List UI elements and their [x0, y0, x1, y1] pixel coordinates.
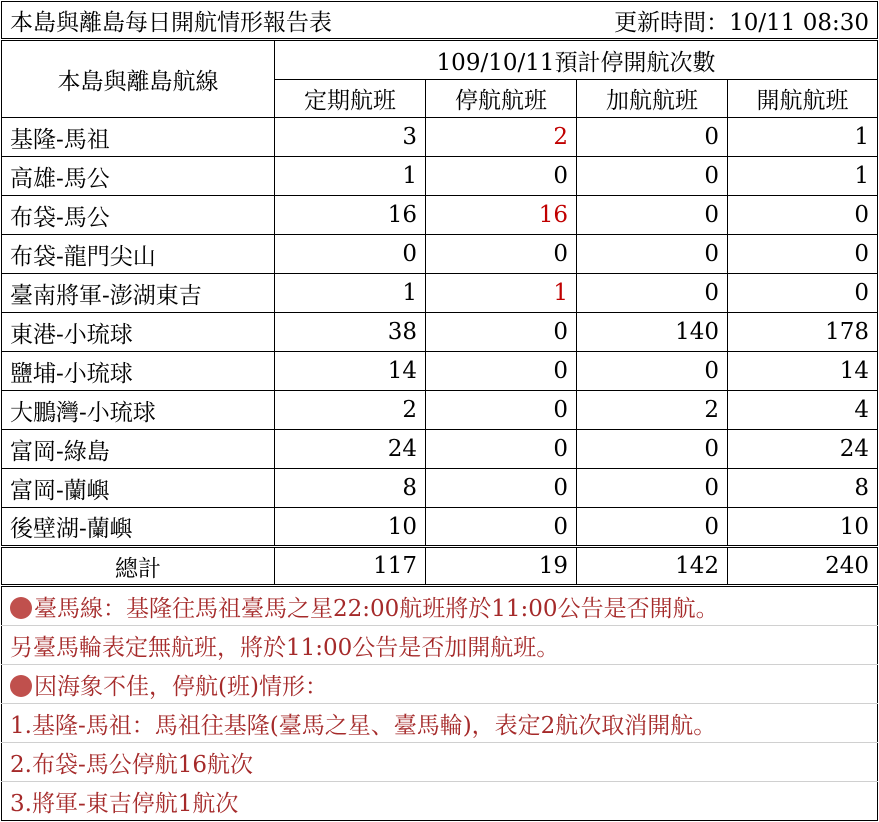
note-row: [2, 626, 878, 665]
route-name: 大鵬灣-小琉球: [2, 391, 275, 430]
group-header: 109/10/11預計停開航次數: [275, 40, 878, 80]
operating-count: 0: [728, 196, 878, 235]
scheduled-count: 1: [275, 274, 426, 313]
operating-count: 14: [728, 352, 878, 391]
route-name: 富岡-綠島: [2, 430, 275, 469]
added-count: 2: [577, 391, 728, 430]
added-count: 0: [577, 430, 728, 469]
table-row: [2, 352, 878, 391]
route-name: 後壁湖-蘭嶼: [2, 508, 275, 547]
note-row: [2, 782, 878, 821]
scheduled-count: 1: [275, 157, 426, 196]
operating-count: 0: [728, 274, 878, 313]
note-text: 另臺馬輪表定無航班，將於11:00公告是否加開航班。: [2, 626, 878, 665]
suspended-count: 0: [426, 313, 577, 352]
added-count: 0: [577, 352, 728, 391]
table-row: [2, 508, 878, 547]
table-row: [2, 235, 878, 274]
scheduled-count: 38: [275, 313, 426, 352]
total-scheduled: 117: [275, 547, 426, 586]
table-row: [2, 469, 878, 508]
route-name: 富岡-蘭嶼: [2, 469, 275, 508]
operating-count: 178: [728, 313, 878, 352]
suspended-count: 0: [426, 235, 577, 274]
suspended-count: 0: [426, 469, 577, 508]
suspended-count: 0: [426, 157, 577, 196]
added-count: 0: [577, 469, 728, 508]
note-row: [2, 586, 878, 626]
column-header-operating: 開航航班: [728, 80, 878, 118]
added-count: 140: [577, 313, 728, 352]
suspended-count: 0: [426, 430, 577, 469]
route-name: 高雄-馬公: [2, 157, 275, 196]
suspended-count: 0: [426, 508, 577, 547]
column-header-suspended: 停航航班: [426, 80, 577, 118]
operating-count: 24: [728, 430, 878, 469]
table-row: [2, 157, 878, 196]
suspended-count: 16: [426, 196, 577, 235]
scheduled-count: 14: [275, 352, 426, 391]
total-added: 142: [577, 547, 728, 586]
note-text: 2.布袋-馬公停航16航次: [2, 743, 878, 782]
scheduled-count: 2: [275, 391, 426, 430]
suspended-count: 2: [426, 118, 577, 157]
added-count: 0: [577, 235, 728, 274]
column-header-scheduled: 定期航班: [275, 80, 426, 118]
scheduled-count: 24: [275, 430, 426, 469]
operating-count: 1: [728, 157, 878, 196]
scheduled-count: 3: [275, 118, 426, 157]
table-row: [2, 430, 878, 469]
added-count: 0: [577, 118, 728, 157]
route-name: 布袋-龍門尖山: [2, 235, 275, 274]
suspended-count: 0: [426, 352, 577, 391]
report-title: 本島與離島每日開航情形報告表: [2, 2, 577, 40]
route-name: 東港-小琉球: [2, 313, 275, 352]
note-row: [2, 665, 878, 704]
route-header: 本島與離島航線: [2, 40, 275, 118]
added-count: 0: [577, 508, 728, 547]
table-row: [2, 196, 878, 235]
scheduled-count: 8: [275, 469, 426, 508]
table-row: [2, 274, 878, 313]
route-name: 鹽埔-小琉球: [2, 352, 275, 391]
added-count: 0: [577, 196, 728, 235]
suspended-count: 0: [426, 391, 577, 430]
total-label: 總計: [2, 547, 275, 586]
scheduled-count: 0: [275, 235, 426, 274]
note-row: [2, 743, 878, 782]
operating-count: 1: [728, 118, 878, 157]
scheduled-count: 16: [275, 196, 426, 235]
update-time: 更新時間：10/11 08:30: [577, 2, 878, 40]
total-operating: 240: [728, 547, 878, 586]
route-name: 臺南將軍-澎湖東吉: [2, 274, 275, 313]
operating-count: 8: [728, 469, 878, 508]
added-count: 0: [577, 274, 728, 313]
bullet-icon: [10, 675, 32, 697]
bullet-icon: [10, 597, 32, 619]
note-text: 因海象不佳，停航(班)情形：: [34, 673, 328, 700]
note-text: 3.將軍-東吉停航1航次: [2, 782, 878, 821]
added-count: 0: [577, 157, 728, 196]
total-suspended: 19: [426, 547, 577, 586]
operating-count: 0: [728, 235, 878, 274]
ferry-report-table: [1, 1, 878, 821]
operating-count: 4: [728, 391, 878, 430]
route-name: 基隆-馬祖: [2, 118, 275, 157]
column-header-added: 加航航班: [577, 80, 728, 118]
table-row: [2, 391, 878, 430]
scheduled-count: 10: [275, 508, 426, 547]
table-row: [2, 118, 878, 157]
note-row: [2, 704, 878, 743]
route-name: 布袋-馬公: [2, 196, 275, 235]
note-text: 臺馬線：基隆往馬祖臺馬之星22:00航班將於11:00公告是否開航。: [34, 595, 719, 622]
total-row: [2, 547, 878, 586]
operating-count: 10: [728, 508, 878, 547]
suspended-count: 1: [426, 274, 577, 313]
table-row: [2, 313, 878, 352]
note-text: 1.基隆-馬祖：馬祖往基隆(臺馬之星、臺馬輪)，表定2航次取消開航。: [2, 704, 878, 743]
